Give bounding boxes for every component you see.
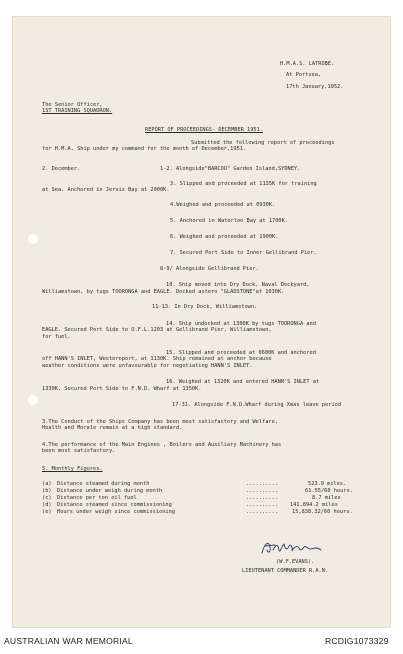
archive-id: RCDIG1073329 <box>325 636 389 646</box>
log-entry: weather conditions were unfavourable for negotiating HANN'S INLET. <box>42 363 253 369</box>
figure-label: Distance under weigh during month <box>57 488 163 494</box>
figure-label: Distance per ton oil fuel <box>57 495 137 501</box>
addressee-unit: 1ST TRAINING SQUADRON. <box>42 108 113 114</box>
log-entry: 8-9/ Alongside Gellibrand Pier. <box>160 266 259 272</box>
document-date: 17th January,1952. <box>286 84 344 90</box>
log-entry: 10. Ship moved into Dry Dock, Naval Dockyard, <box>166 282 310 288</box>
figure-dots: .......... <box>246 502 278 508</box>
handwritten-signature <box>259 538 329 558</box>
figure-label: Distance steamed during month <box>57 481 150 487</box>
report-title: REPORT OF PROCEEDINGS- DECEMBER 1951. <box>145 127 263 133</box>
log-entry: 16. Weighed at 1320K and entered HANN'S INLET at <box>166 379 320 385</box>
figure-key: (d) <box>42 502 52 508</box>
log-entry: off HANN'S INLET, Westernport, at 1130K. Ship remained at anchor because <box>42 356 272 362</box>
log-entry: 1-2. Alongside"BARCOO" Garden Island,SYDNEY. <box>160 166 301 172</box>
log-entry: 6. Weighed and proceeded at 1900K. <box>170 234 279 240</box>
figure-value: 141,894.2 miles <box>290 502 338 508</box>
log-entry: 14. Ship undocked at 1300K by tugs TOORONGA and <box>166 321 316 327</box>
log-entry: 7. Secured Port Side to Inner Gellibrand Pier. <box>170 250 317 256</box>
conduct-paragraph: Health and Morale remain at a high standard. <box>42 425 183 431</box>
log-entry: 4.Weighed and proceeded at 0930K. <box>170 202 276 208</box>
signatory-name: (W.F.EVANS). <box>276 559 315 565</box>
figure-key: (a) <box>42 481 52 487</box>
log-entry: Williamstown, by tugs TOORONGA and EAGLE. Docked astern "GLADSTONE"at 1030K. <box>42 289 285 295</box>
figure-label: Distance steamed since commissioning <box>57 502 172 508</box>
section-number: 2. December. <box>42 166 81 172</box>
addressee-title: The Senior Officer, <box>42 102 103 108</box>
conduct-paragraph: 3.The Conduct of the Ships Company has been most satisfactory and Welfare, <box>42 419 278 425</box>
log-entry: 15. Slipped and proceeded at 0600K and anchored <box>166 350 316 356</box>
log-entry: for fuel. <box>42 334 71 340</box>
figure-value: 61.55/60 hours. <box>305 488 353 494</box>
figure-dots: .......... <box>246 481 278 487</box>
location: At Portsea, <box>286 72 322 78</box>
log-entry: EAGLE. Secured Port Side to O.F.L.1203 at Gellibrand Pier, Williamstown, <box>42 327 272 333</box>
archive-credit: AUSTRALIAN WAR MEMORIAL <box>4 636 133 646</box>
figure-dots: .......... <box>246 488 278 494</box>
figure-value: 523.9 miles. <box>308 481 347 487</box>
machinery-paragraph: been most satisfactory. <box>42 448 116 454</box>
figure-dots: .......... <box>246 495 278 501</box>
figure-value: 8.7 miles <box>312 495 341 501</box>
ship-name: H.M.A.S. LATROBE. <box>280 61 335 67</box>
intro-line: for H.M.A. Ship under my command for the month of December,1951. <box>42 146 247 152</box>
figure-key: (e) <box>42 509 52 515</box>
figures-heading: 5. Monthly Figures. <box>42 466 103 472</box>
log-entry: 1330K. Secured Port Side to F.N.D. Wharf at 1350K. <box>42 386 202 392</box>
punch-hole <box>28 234 38 244</box>
log-entry: 11-13. In Dry Dock, Williamstown. <box>152 304 258 310</box>
figure-key: (c) <box>42 495 52 501</box>
log-entry: 3. Slipped and proceeded at 1135K for training <box>170 181 317 187</box>
intro-line: Submitted the following report of proceedings <box>191 140 335 146</box>
log-entry: at Sea. Anchored in Jervis Bay at 2000K. <box>42 187 170 193</box>
signatory-rank: LIEUTENANT COMMANDER R.A.N. <box>242 568 329 574</box>
figure-value: 15,838.32/60 hours. <box>292 509 353 515</box>
figure-key: (b) <box>42 488 52 494</box>
figure-dots: .......... <box>246 509 278 515</box>
log-entry: 17-31. Alongside F.N.D.Wharf during Xmas leave period <box>172 402 342 408</box>
log-entry: 5. Anchored in Waterloo Bay at 1700K. <box>170 218 288 224</box>
figure-label: Hours under weigh since commissioning <box>57 509 175 515</box>
machinery-paragraph: 4.The performance of the Main Engines , Boilers and Auxiliary Machinery has <box>42 442 282 448</box>
punch-hole <box>28 395 38 405</box>
